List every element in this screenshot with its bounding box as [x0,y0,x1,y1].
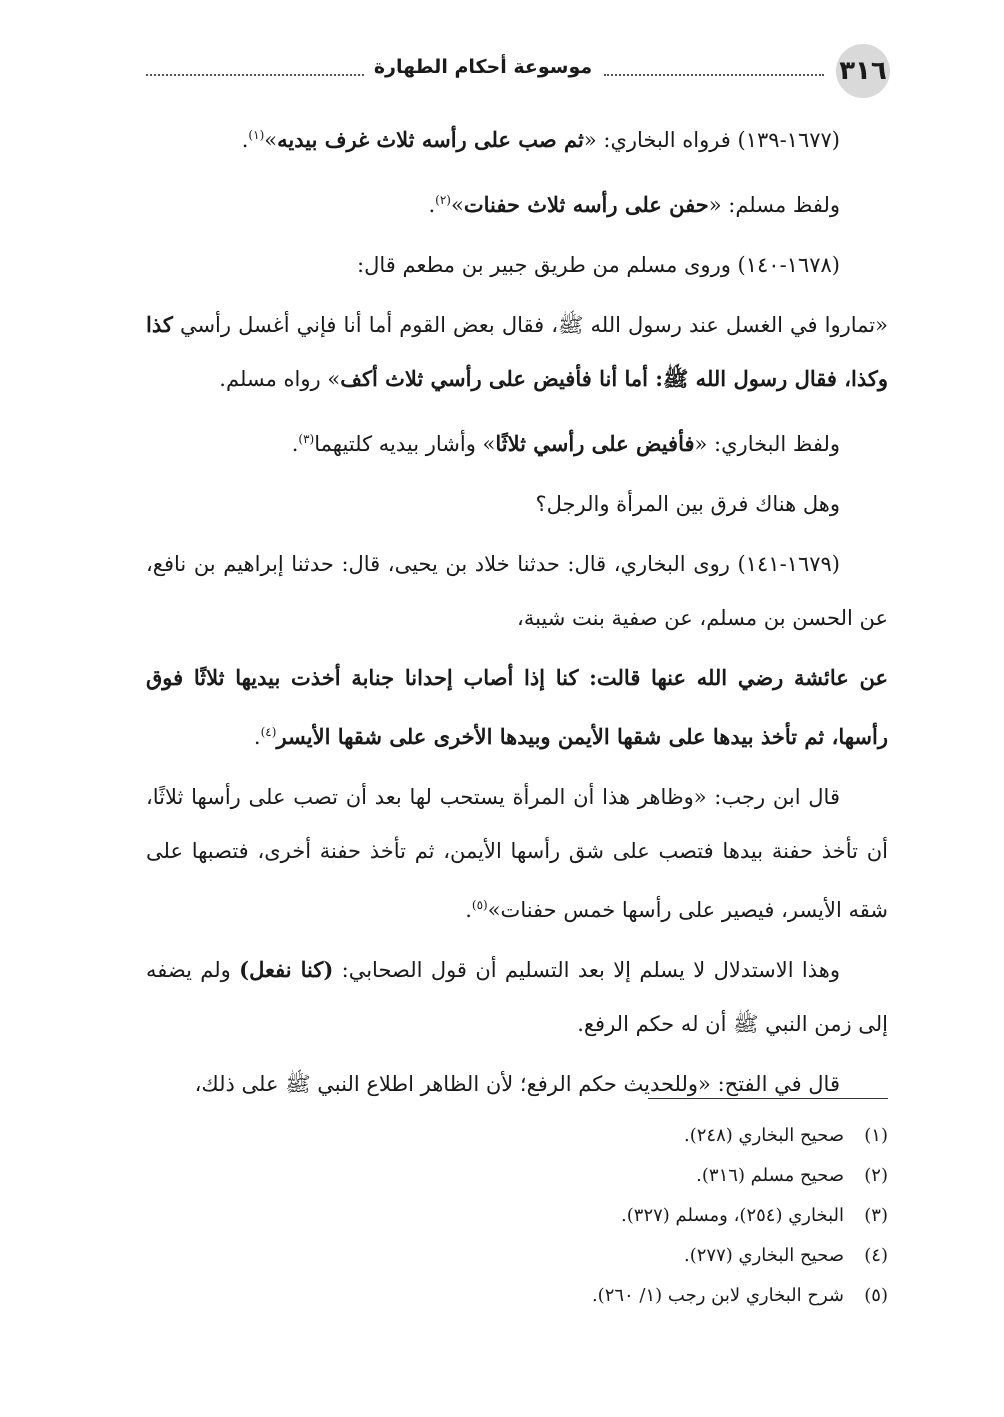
header-dotted-rule-right [604,74,824,76]
text-run: » رواه مسلم. [219,367,341,391]
footnote-ref-2[interactable]: (٢) [435,193,451,207]
text-run: » وأشار بيديه كلتيهما [314,432,496,456]
quoted-phrase: (كنا نفعل) [239,957,334,982]
text-run: . [465,898,472,922]
text-run: . [291,432,299,456]
footnotes [288,1116,888,1316]
text-run: «تماروا في الغسل عند رسول الله ﷺ، فقال بعض القوم أما أنا فإني أغسل رأسي [172,313,888,337]
footnote-ref-5[interactable]: (٥) [471,898,488,912]
footnote-item [288,1236,888,1276]
paragraph-istidlal [146,943,888,1051]
paragraph-jubair-hadith [146,298,888,406]
text-run: قال ابن رجب: «وظاهر هذا أن المرأة يستحب لها بعد أن تصب على رأسها ثلاثًا، أن تأخذ حفنة بيدها فتصب على شق رأسها الأيمن، ثم تأخذ حفنة أخرى، فتصبها على شقه الأيسر، فيصير على رأسها خمس حفنات» [146,785,888,922]
footnote-marker: (١) [864,1125,888,1146]
text-run: » [450,193,464,217]
paragraph-fath: قال في الفتح: «وللحديث حكم الرفع؛ لأن الظاهر اطلاع النبي ﷺ على ذلك، [194,1072,840,1096]
running-header [140,44,890,100]
footnote-text: صحيح مسلم (٣١٦). [696,1165,844,1186]
text-run: » [264,128,278,152]
page-number: ٣١٦ [839,56,887,86]
footnote-separator [648,1098,888,1099]
text-run: وهذا الاستدلال لا يسلم إلا بعد التسليم أن قول الصحابي: [333,958,840,982]
text-run: ولم يضفه إلى زمن النبي ﷺ أن له حكم الرفع. [146,958,888,1036]
quoted-hadith-text: عن عائشة رضي الله عنها قالت: كنا إذا أصاب إحدانا جنابة أخذت بيديها ثلاثًا فوق رأسها، ثم تأخذ بيدها على شقها الأيمن وبيدها الأخرى على شقها الأيسر [146,665,888,749]
footnote-ref-1[interactable]: (١) [248,128,265,142]
paragraph-ibn-rajab [146,770,888,937]
footnote-text: شرح البخاري لابن رجب (١/ ٢٦٠). [591,1285,844,1306]
footnote-marker: (٢) [864,1165,888,1186]
footnote-text: صحيح البخاري (٢٧٧). [684,1245,844,1266]
footnote-text: البخاري (٢٥٤)، ومسلم (٣٢٧). [621,1205,844,1226]
paragraph-muslim-wording [146,173,888,232]
footnote-marker: (٤) [864,1245,888,1266]
text-run: . [241,128,249,152]
paragraph-aisha-hadith [146,651,888,764]
quoted-hadith-text: حفن على رأسه ثلاث حفنات [463,192,709,217]
footnote-item [288,1156,888,1196]
footnote-text: صحيح البخاري (٢٤٨). [684,1125,844,1146]
page-number-badge [836,44,890,98]
footnote-marker: (٣) [864,1205,888,1226]
paragraph-bukhari-wording [146,412,888,471]
text-run: (١٦٧٧-١٣٩) فرواه البخاري: « [583,128,840,152]
text-run: ولفظ البخاري: « [694,432,840,456]
paragraph-hadith-1677 [146,108,888,167]
quoted-hadith-text: فأفيض على رأسي ثلاثًا [495,431,695,456]
footnote-ref-4[interactable]: (٤) [260,725,277,739]
paragraph-hadith-1678: (١٦٧٨-١٤٠) وروى مسلم من طريق جبير بن مطعم قال: [357,253,840,277]
footnote-item [288,1196,888,1236]
text-run: . [428,193,436,217]
footnote-item [288,1116,888,1156]
main-text [146,108,888,1117]
footnote-ref-3[interactable]: (٣) [298,432,315,446]
quoted-hadith-text: ثم صب على رأسه ثلاث غرف بيديه [277,127,584,152]
footnote-item [288,1276,888,1316]
quoted-hadith-text: كذا وكذا، فقال رسول الله ﷺ: أما أنا فأفيض على رأسي ثلاث أكف [146,312,888,391]
paragraph-hadith-1679: (١٦٧٩-١٤١) روى البخاري، قال: حدثنا خلاد بن يحيى، قال: حدثنا إبراهيم بن نافع، عن الحسن بن مسلم، عن صفية بنت شيبة، [146,552,888,630]
text-run: ولفظ مسلم: « [708,193,840,217]
text-run: . [253,725,261,749]
header-dotted-rule-left [146,74,364,76]
footnote-marker: (٥) [864,1285,888,1306]
paragraph-question: وهل هناك فرق بين المرأة والرجل؟ [535,492,840,516]
book-title: موسوعة أحكام الطهارة [373,56,593,78]
